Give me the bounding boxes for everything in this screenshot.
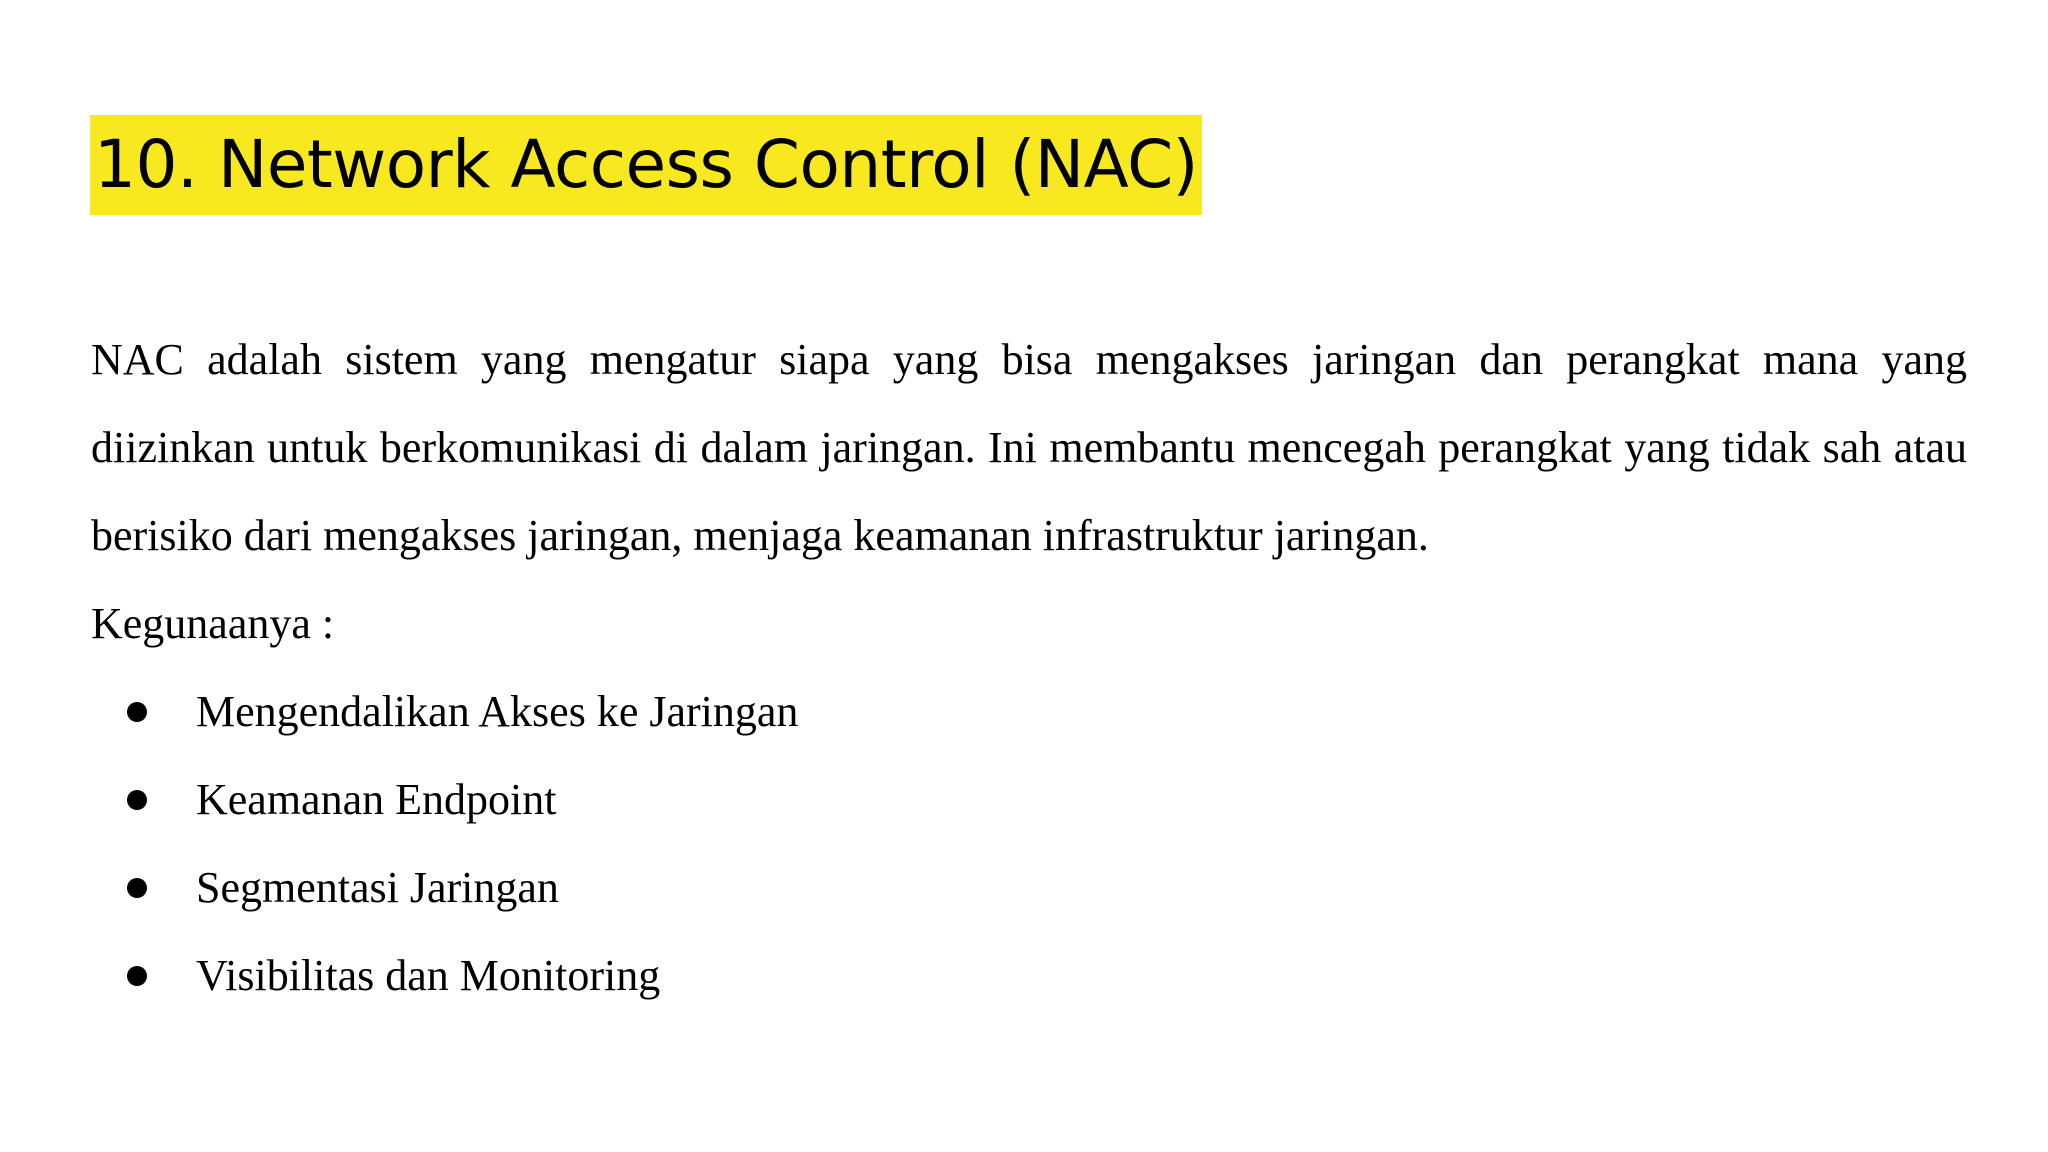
list-item-text: Mengendalikan Akses ke Jaringan	[196, 687, 799, 736]
list-item	[91, 756, 1967, 844]
list-item-text: Keamanan Endpoint	[196, 775, 557, 824]
uses-list	[91, 668, 1967, 1020]
slide-title: 10. Network Access Control (NAC)	[90, 115, 1202, 215]
uses-heading: Kegunaanya :	[91, 599, 335, 648]
list-item	[91, 844, 1967, 932]
title-block	[90, 115, 1202, 215]
list-item	[91, 932, 1967, 1020]
slide-body	[91, 316, 1967, 1020]
bullet-icon	[127, 790, 147, 810]
bullet-icon	[127, 702, 147, 722]
list-item	[91, 668, 1967, 756]
list-item-text: Visibilitas dan Monitoring	[196, 951, 661, 1000]
bullet-icon	[127, 878, 147, 898]
bullet-icon	[127, 966, 147, 986]
description-paragraph: NAC adalah sistem yang mengatur siapa yang bisa mengakses jaringan dan perangkat mana yang diizinkan untuk berkomunikasi di dalam jaringan. Ini membantu mencegah perangkat yang tidak sah atau berisiko dari mengakses jaringan, menjaga keamanan infrastruktur jaringan.	[91, 335, 1967, 560]
list-item-text: Segmentasi Jaringan	[196, 863, 559, 912]
